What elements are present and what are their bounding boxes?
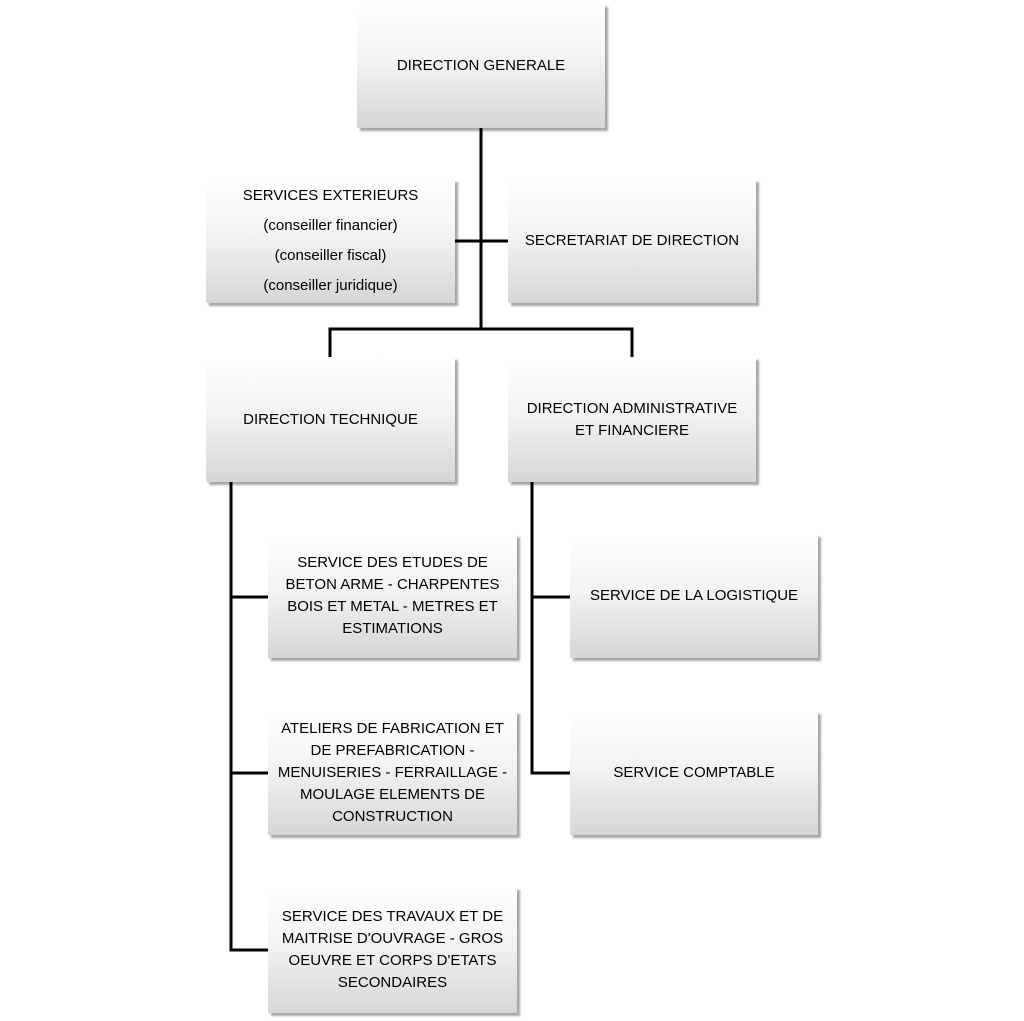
box-label: MAITRISE D'OUVRAGE - GROS [281, 930, 504, 947]
box-label: ATELIERS DE FABRICATION ET [281, 720, 504, 737]
box-label: (conseiller fiscal) [274, 247, 387, 264]
box-label: (conseiller juridique) [263, 277, 398, 294]
box-direction-technique [206, 357, 455, 482]
box-label: OEUVRE ET CORPS D'ETATS [288, 952, 497, 969]
box-label: SECRETARIAT DE DIRECTION [524, 232, 740, 249]
box-service-comptable [570, 711, 818, 835]
box-service-logistique [570, 534, 818, 658]
box-label: DIRECTION ADMINISTRATIVE [526, 399, 738, 417]
box-label: ESTIMATIONS [342, 620, 443, 637]
box-label: SERVICE COMPTABLE [613, 764, 775, 781]
box-label: DIRECTION TECHNIQUE [243, 410, 418, 428]
box-service-etudes [268, 534, 517, 658]
box-label: SECONDAIRES [337, 974, 448, 991]
box-label: MENUISERIES - FERRAILLAGE - [277, 764, 508, 781]
box-label: ET FINANCIERE [575, 421, 689, 439]
box-secretariat [508, 179, 756, 303]
box-label: SERVICE DES ETUDES DE [297, 554, 488, 571]
box-direction-generale [357, 4, 605, 128]
box-label: SERVICE DE LA LOGISTIQUE [589, 587, 799, 604]
box-service-travaux [268, 887, 517, 1013]
box-label: (conseiller financier) [263, 217, 398, 234]
box-label: DIRECTION GENERALE [396, 57, 566, 74]
box-label: CONSTRUCTION [332, 808, 453, 825]
box-ateliers [268, 711, 517, 835]
box-direction-administrative [508, 357, 756, 482]
box-label: SERVICES EXTERIEURS [242, 187, 419, 204]
box-label: MOULAGE ELEMENTS DE [299, 786, 486, 803]
box-label: BOIS ET METAL - METRES ET [287, 598, 498, 615]
box-label: SERVICE DES TRAVAUX ET DE [281, 908, 504, 925]
box-label: BETON ARME - CHARPENTES [285, 576, 500, 593]
box-services-exterieurs [206, 179, 455, 303]
box-label: DE PREFABRICATION - [310, 742, 475, 759]
